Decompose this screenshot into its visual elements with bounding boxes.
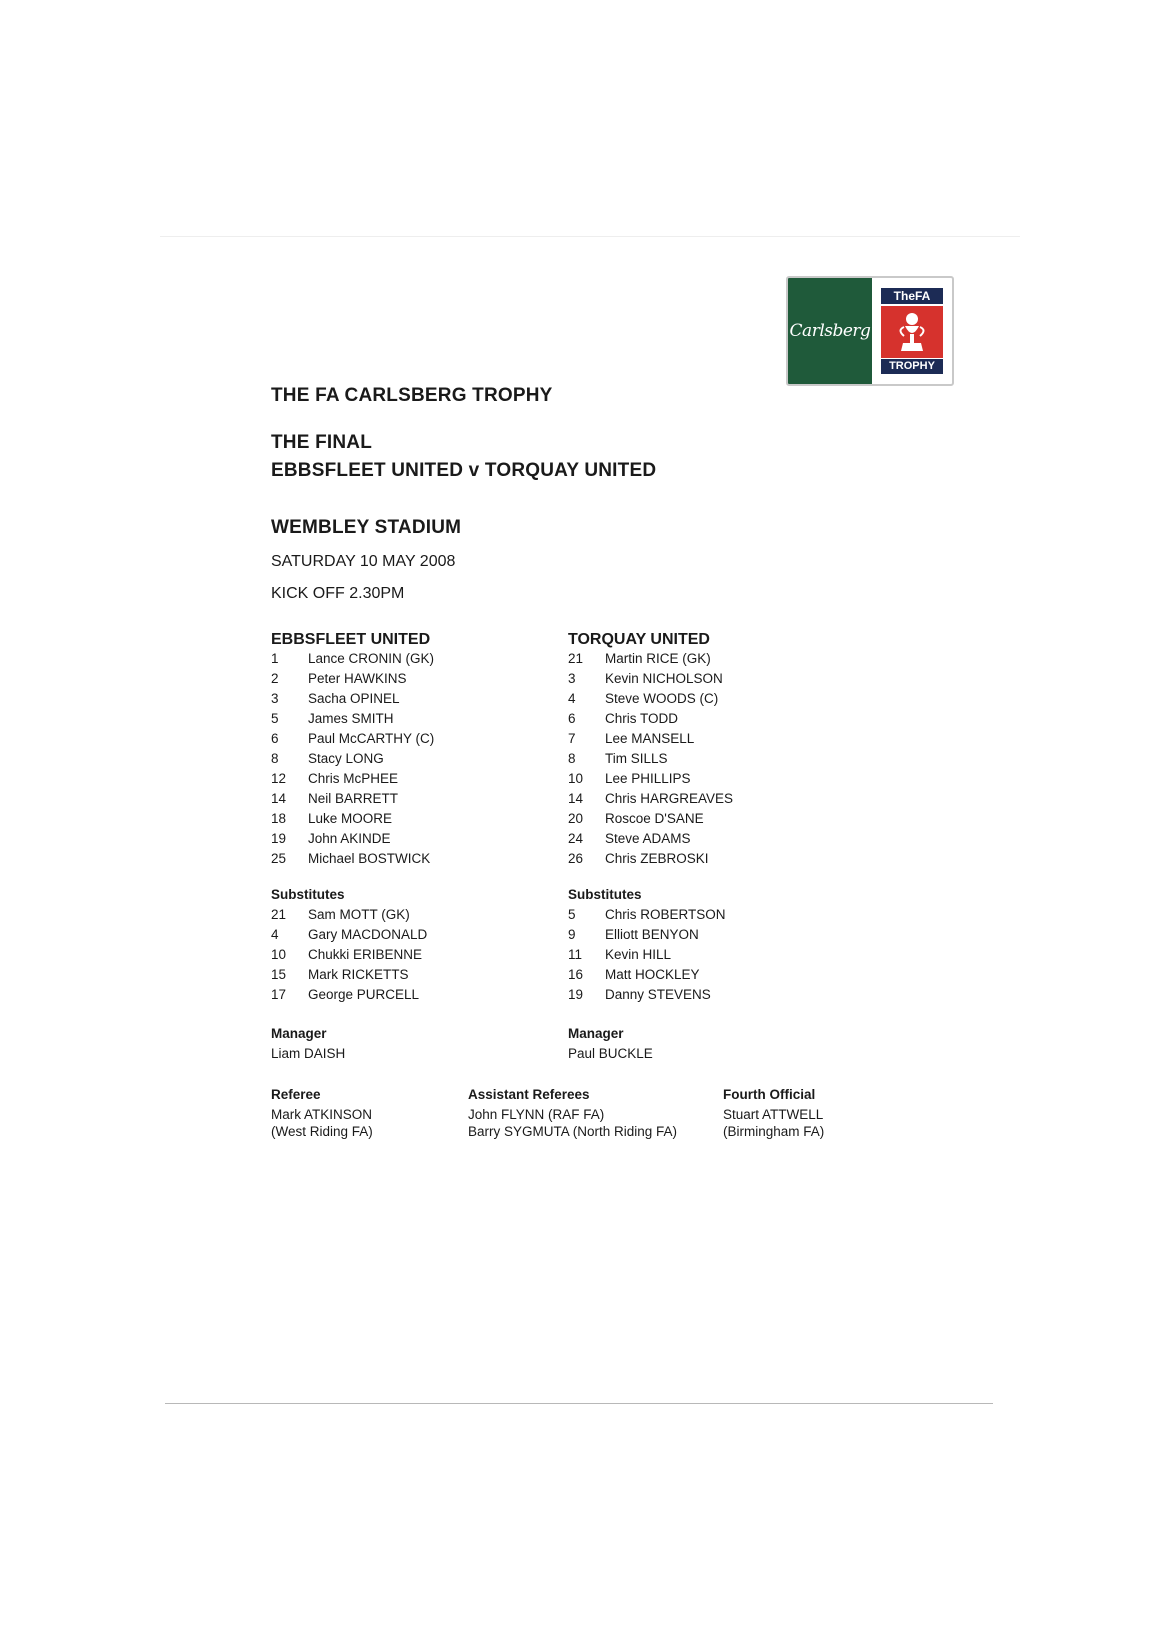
shirt-number: 14	[271, 791, 287, 806]
player-name: Chris TODD	[605, 711, 679, 726]
referee-name: Mark ATKINSON	[271, 1107, 373, 1122]
competition-title: THE FA CARLSBERG TROPHY	[271, 385, 553, 406]
footer-divider	[165, 1403, 993, 1404]
player-name: Chris ZEBROSKI	[605, 851, 709, 866]
player-name: Tim SILLS	[605, 751, 668, 766]
fixture-title: EBBSFLEET UNITED v TORQUAY UNITED	[271, 460, 657, 481]
player-name: Kevin NICHOLSON	[605, 671, 723, 686]
shirt-number: 19	[568, 987, 584, 1002]
shirt-number: 8	[271, 751, 279, 766]
player-name: Chukki ERIBENNE	[308, 947, 423, 962]
away-subs-label: Substitutes	[568, 887, 642, 902]
player-name: James SMITH	[308, 711, 394, 726]
top-faint-line	[160, 236, 1020, 237]
shirt-number: 16	[568, 967, 584, 982]
player-name: Steve ADAMS	[605, 831, 691, 846]
home-manager-label: Manager	[271, 1026, 327, 1041]
assistant-referee-2: Barry SYGMUTA (North Riding FA)	[468, 1124, 678, 1139]
player-name: Sacha OPINEL	[308, 691, 400, 706]
shirt-number: 4	[271, 927, 279, 942]
venue-title: WEMBLEY STADIUM	[271, 517, 462, 538]
shirt-number: 24	[568, 831, 584, 846]
shirt-number: 6	[568, 711, 576, 726]
player-name: Sam MOTT (GK)	[308, 907, 410, 922]
shirt-number: 4	[568, 691, 576, 706]
carlsberg-fa-trophy-logo	[786, 276, 954, 386]
home-subs-label: Substitutes	[271, 887, 345, 902]
fa-trophy-panel	[872, 278, 952, 384]
home-substitutes	[271, 905, 531, 1007]
carlsberg-wordmark: Carlsberg	[789, 321, 871, 341]
referee-association: (West Riding FA)	[271, 1124, 373, 1139]
match-date: SATURDAY 10 MAY 2008	[271, 553, 456, 570]
shirt-number: 6	[271, 731, 279, 746]
shirt-number: 20	[568, 811, 584, 826]
shirt-number: 5	[271, 711, 279, 726]
assistant-referees-label: Assistant Referees	[468, 1087, 590, 1102]
round-title: THE FINAL	[271, 432, 373, 453]
player-name: Matt HOCKLEY	[605, 967, 700, 982]
trophy-icon	[881, 306, 943, 358]
player-name: Chris HARGREAVES	[605, 791, 734, 806]
home-manager-name: Liam DAISH	[271, 1046, 346, 1061]
player-name: Neil BARRETT	[308, 791, 399, 806]
home-team-name: EBBSFLEET UNITED	[271, 631, 431, 648]
shirt-number: 19	[271, 831, 287, 846]
shirt-number: 3	[568, 671, 576, 686]
shirt-number: 9	[568, 927, 576, 942]
player-name: Elliott BENYON	[605, 927, 699, 942]
player-name: Kevin HILL	[605, 947, 672, 962]
shirt-number: 21	[568, 651, 584, 666]
shirt-number: 10	[568, 771, 584, 786]
carlsberg-brand-panel	[788, 278, 872, 384]
player-name: Mark RICKETTS	[308, 967, 409, 982]
player-name: Lee PHILLIPS	[605, 771, 691, 786]
shirt-number: 11	[568, 947, 583, 962]
player-name: Chris ROBERTSON	[605, 907, 726, 922]
shirt-number: 14	[568, 791, 584, 806]
fourth-official-name: Stuart ATTWELL	[723, 1107, 824, 1122]
away-lineup	[568, 649, 828, 871]
player-name: Martin RICE (GK)	[605, 651, 711, 666]
player-name: Stacy LONG	[308, 751, 384, 766]
kickoff-time: KICK OFF 2.30PM	[271, 585, 405, 602]
player-name: Chris McPHEE	[308, 771, 399, 786]
shirt-number: 1	[271, 651, 279, 666]
away-manager-label: Manager	[568, 1026, 624, 1041]
shirt-number: 18	[271, 811, 287, 826]
player-name: Paul McCARTHY (C)	[308, 731, 435, 746]
shirt-number: 21	[271, 907, 287, 922]
home-lineup	[271, 649, 531, 871]
fourth-official-association: (Birmingham FA)	[723, 1124, 825, 1139]
away-manager-name: Paul BUCKLE	[568, 1046, 653, 1061]
shirt-number: 7	[568, 731, 576, 746]
shirt-number: 25	[271, 851, 287, 866]
assistant-referee-1: John FLYNN (RAF FA)	[468, 1107, 605, 1122]
player-name: Michael BOSTWICK	[308, 851, 431, 866]
shirt-number: 3	[271, 691, 279, 706]
player-name: Gary MACDONALD	[308, 927, 428, 942]
player-name: Steve WOODS (C)	[605, 691, 719, 706]
player-name: Roscoe D'SANE	[605, 811, 704, 826]
shirt-number: 10	[271, 947, 287, 962]
shirt-number: 17	[271, 987, 287, 1002]
fourth-official-label: Fourth Official	[723, 1087, 816, 1102]
player-name: Lance CRONIN (GK)	[308, 651, 435, 666]
shirt-number: 12	[271, 771, 287, 786]
player-name: Lee MANSELL	[605, 731, 695, 746]
player-name: Danny STEVENS	[605, 987, 711, 1002]
player-name: Peter HAWKINS	[308, 671, 407, 686]
referee-label: Referee	[271, 1087, 321, 1102]
player-name: John AKINDE	[308, 831, 391, 846]
shirt-number: 5	[568, 907, 576, 922]
shirt-number: 15	[271, 967, 287, 982]
shirt-number: 26	[568, 851, 584, 866]
player-name: Luke MOORE	[308, 811, 393, 826]
trophy-label: TROPHY	[881, 359, 943, 374]
away-team-name: TORQUAY UNITED	[568, 631, 710, 648]
player-name: George PURCELL	[308, 987, 420, 1002]
the-fa-label: TheFA	[881, 288, 943, 304]
away-substitutes	[568, 905, 828, 1007]
shirt-number: 2	[271, 671, 279, 686]
shirt-number: 8	[568, 751, 576, 766]
